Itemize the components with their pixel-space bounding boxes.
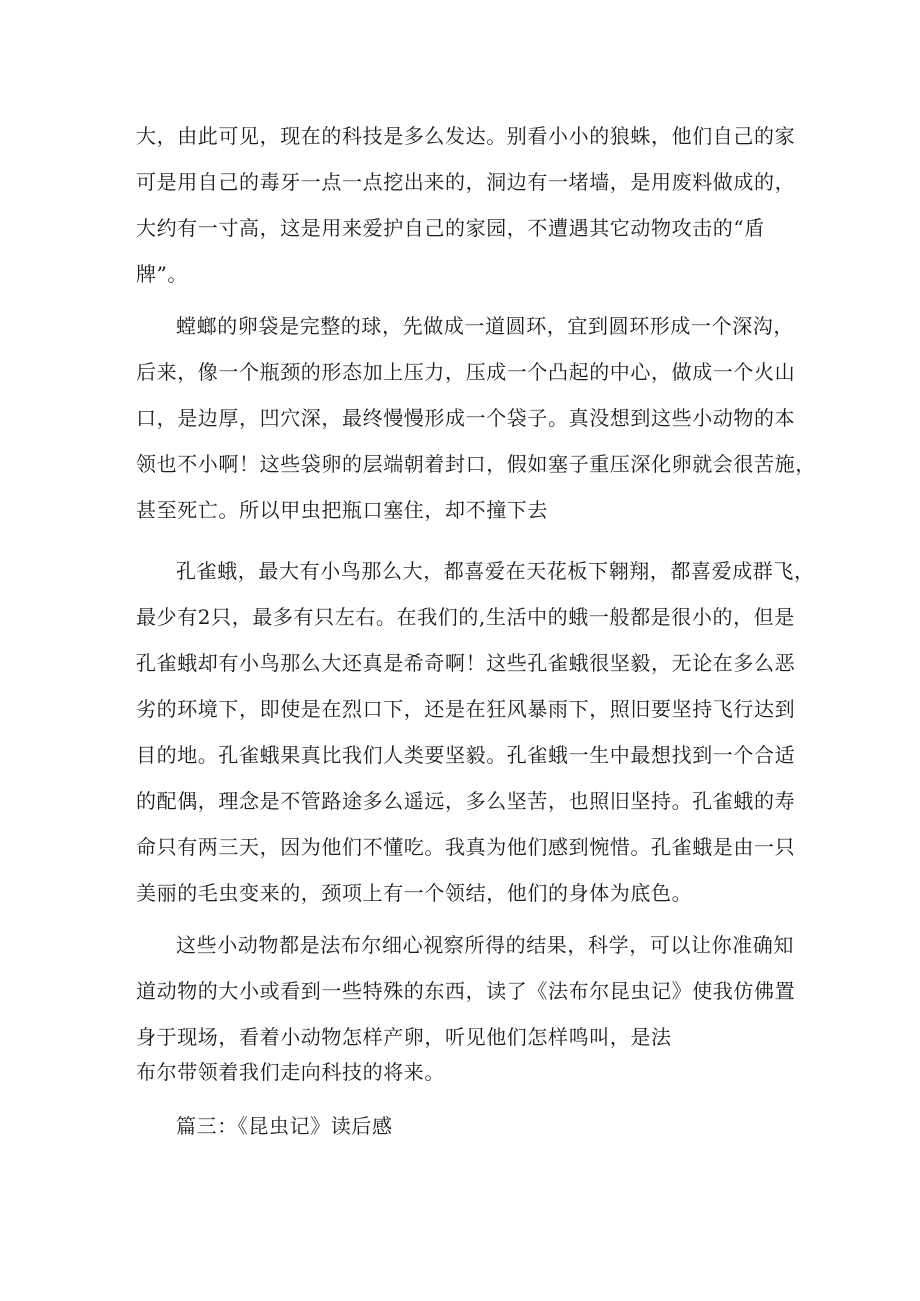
text-line: 命只有两三天，因为他们不懂吃。我真为他们感到惋惜。孔雀蛾是由一只 <box>136 835 796 859</box>
text-line: 口，是边厚，凹穴深，最终慢慢形成一个袋子。真没想到这些小动物的本 <box>136 406 796 430</box>
text-line: 孔雀蛾却有小鸟那么大还真是希奇啊！这些孔雀蛾很坚毅，无论在多么恶 <box>136 651 796 675</box>
text-line: 可是用自己的毒牙一点一点挖出来的，洞边有一堵墙，是用废料做成的， <box>136 170 796 194</box>
text-line: 劣的环境下，即使是在烈口下，还是在狂风暴雨下，照旧要坚持飞行达到 <box>136 697 796 721</box>
text-line: 目的地。孔雀蛾果真比我们人类要坚毅。孔雀蛾一生中最想找到一个合适 <box>136 743 796 767</box>
text-line: 大约有一寸高，这是用来爱护自己的家园，不遭遇其它动物攻击的“盾 <box>136 216 765 240</box>
text-line: 孔雀蛾，最大有小鸟那么大，都喜爱在天花板下翱翔，都喜爱成群飞， <box>176 559 815 583</box>
text-line: 最少有2只，最多有只左右。在我们的,生活中的蛾一般都是很小的，但是 <box>136 605 795 629</box>
text-line: 螳螂的卵袋是完整的球，先做成一道圆环，宜到圆环形成一个深沟， <box>176 314 794 338</box>
text-line: 甚至死亡。所以甲虫把瓶口塞住，却不撞下去 <box>136 498 548 522</box>
text-line: 这些小动物都是法布尔细心视察所得的结果，科学，可以让你准确知 <box>176 933 794 957</box>
text-line: 大，由此可见，现在的科技是多么发达。别看小小的狼蛛，他们自己的家 <box>136 124 796 148</box>
text-line: 道动物的大小或看到一些特殊的东西，读了《法布尔昆虫记》使我仿佛置 <box>136 979 796 1003</box>
text-line: 的配偶，理念是不管路途多么遥远，多么坚苦，也照旧坚持。孔雀蛾的寿 <box>136 789 796 813</box>
text-line: 身于现场，看着小动物怎样产卵，听见他们怎样鸣叫，是法 <box>136 1025 672 1049</box>
text-line: 美丽的毛虫变来的，颈项上有一个领结，他们的身体为底色。 <box>136 881 693 905</box>
text-line: 布尔带领着我们走向科技的将来。 <box>136 1060 445 1084</box>
section-heading: 篇三：《昆虫记》读后感 <box>176 1114 393 1138</box>
text-line: 牌”。 <box>136 262 189 286</box>
text-line: 后来，像一个瓶颈的形态加上压力，压成一个凸起的中心，做成一个火山 <box>136 360 796 384</box>
text-line: 领也不小啊！这些袋卵的层端朝着封口，假如塞子重压深化卵就会很苦施， <box>136 452 816 476</box>
